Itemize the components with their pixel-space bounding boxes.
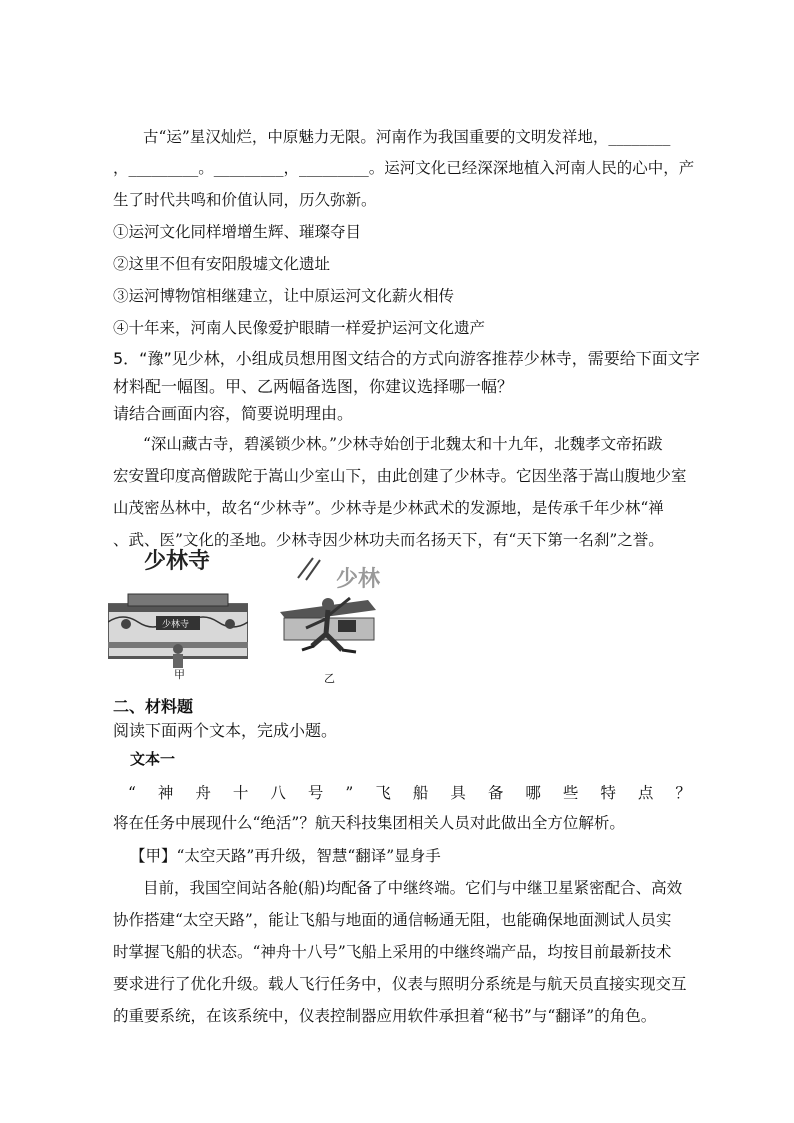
text1-para-line3: 时掌握飞船的状态。“神舟十八号”飞船上采用的中继终端产品，均按目前最新技术 xyxy=(113,943,672,961)
text1-question-char: 点 xyxy=(637,784,654,802)
figure-jia-plaque: 少林寺 xyxy=(162,620,190,630)
figure-yi-calligraphy: 少林 xyxy=(336,566,381,592)
text1-para-line2: 协作搭建“太空天路”，能让飞船与地面的通信畅通无阻，也能确保地面测试人员实 xyxy=(113,911,672,929)
option-2: ②这里不但有安阳殷墟文化遗址 xyxy=(113,255,331,273)
shaolin-line2: 宏安置印度高僧跋陀于嵩山少室山下，由此创建了少林寺。它因坐落于嵩山腹地少室 xyxy=(113,467,687,485)
text1-question-char: 备 xyxy=(487,784,504,802)
text1-question-char: 船 xyxy=(412,784,429,802)
text1-question-char: 些 xyxy=(562,784,579,802)
shaolin-line4: 、武、医”文化的圣地。少林寺因少林功夫而名扬天下，有“天下第一名刹”之誉。 xyxy=(113,531,664,549)
para1-line1: 古“运”星汉灿烂，中原魅力无限。河南作为我国重要的文明发祥地，________ xyxy=(143,128,671,146)
kungfu-monk-illustration xyxy=(268,538,388,678)
text1-question-char: 飞 xyxy=(375,784,391,802)
text1-para-line5: 的重要系统，在该系统中，仪表控制器应用软件承担着“秘书”与“翻译”的角色。 xyxy=(113,1007,657,1025)
question-5-line2: 材料配一幅图。甲、乙两幅备选图，你建议选择哪一幅？ xyxy=(113,377,514,396)
temple-gate-illustration xyxy=(108,538,248,678)
text1-question-char: 哪 xyxy=(525,784,541,802)
text1-question-char: 具 xyxy=(450,784,466,802)
text1-question-char: 舟 xyxy=(195,784,211,802)
text1-question-char: 号 xyxy=(307,784,324,802)
option-4: ④十年来，河南人民像爱护眼睛一样爱护运河文化遗产 xyxy=(113,319,486,337)
option-3: ③运河博物馆相继建立，让中原运河文化薪火相传 xyxy=(113,287,455,305)
text1-question-char: 八 xyxy=(270,784,286,802)
text1-question-char: ” xyxy=(345,784,354,802)
figure-jia-label: 甲 xyxy=(174,668,185,681)
para1-line2: ，_________。_________，_________。运河文化已经深深地植入河南人民的心中，产 xyxy=(113,159,695,177)
text1-question-char: 神 xyxy=(157,784,174,802)
text1-para-line1: 目前，我国空间站各舱(船)均配备了中继终端。它们与中继卫星紧密配合、高效 xyxy=(143,879,683,897)
text1-question-char: ？ xyxy=(675,784,691,802)
figure-jia xyxy=(108,538,248,681)
text1-question-char: 特 xyxy=(600,784,616,802)
figure-jia-title: 少林寺 xyxy=(144,548,211,574)
text1-para-line4: 要求进行了优化升级。载人飞行任务中，仪表与照明分系统是与航天员直接实现交互 xyxy=(113,975,687,993)
question-5-line3: 请结合画面内容，简要说明理由。 xyxy=(113,404,354,423)
text1-subheading: 【甲】“太空天路”再升级，智慧“翻译”显身手 xyxy=(130,847,441,865)
figure-yi-label: 乙 xyxy=(324,672,335,685)
shaolin-line1: “深山藏古寺，碧溪锁少林。”少林寺始创于北魏太和十九年，北魏孝文帝拓跋 xyxy=(143,435,663,453)
text1-question-char: 十 xyxy=(232,784,249,802)
text1-line2: 将在任务中展现什么“绝活”？航天科技集团相关人员对此做出全方位解析。 xyxy=(113,814,625,832)
text1-question-char: “ xyxy=(128,784,136,802)
para1-line3: 生了时代共鸣和价值认同，历久弥新。 xyxy=(113,191,377,209)
text1-question-line xyxy=(128,783,691,803)
section-heading: 二、材料题 xyxy=(113,697,194,716)
question-5-line1: 5．“豫”见少林，小组成员想用图文结合的方式向游客推荐少林寺，需要给下面文字 xyxy=(113,349,700,368)
shaolin-line3: 山茂密丛林中，故名“少林寺”。少林寺是少林武术的发源地，是传承千年少林“禅 xyxy=(113,499,664,517)
option-1: ①运河文化同样增增生辉、璀璨夺目 xyxy=(113,223,362,241)
section-instruction: 阅读下面两个文本，完成小题。 xyxy=(113,721,338,740)
text1-title: 文本一 xyxy=(130,750,176,768)
figure-yi xyxy=(268,538,388,683)
